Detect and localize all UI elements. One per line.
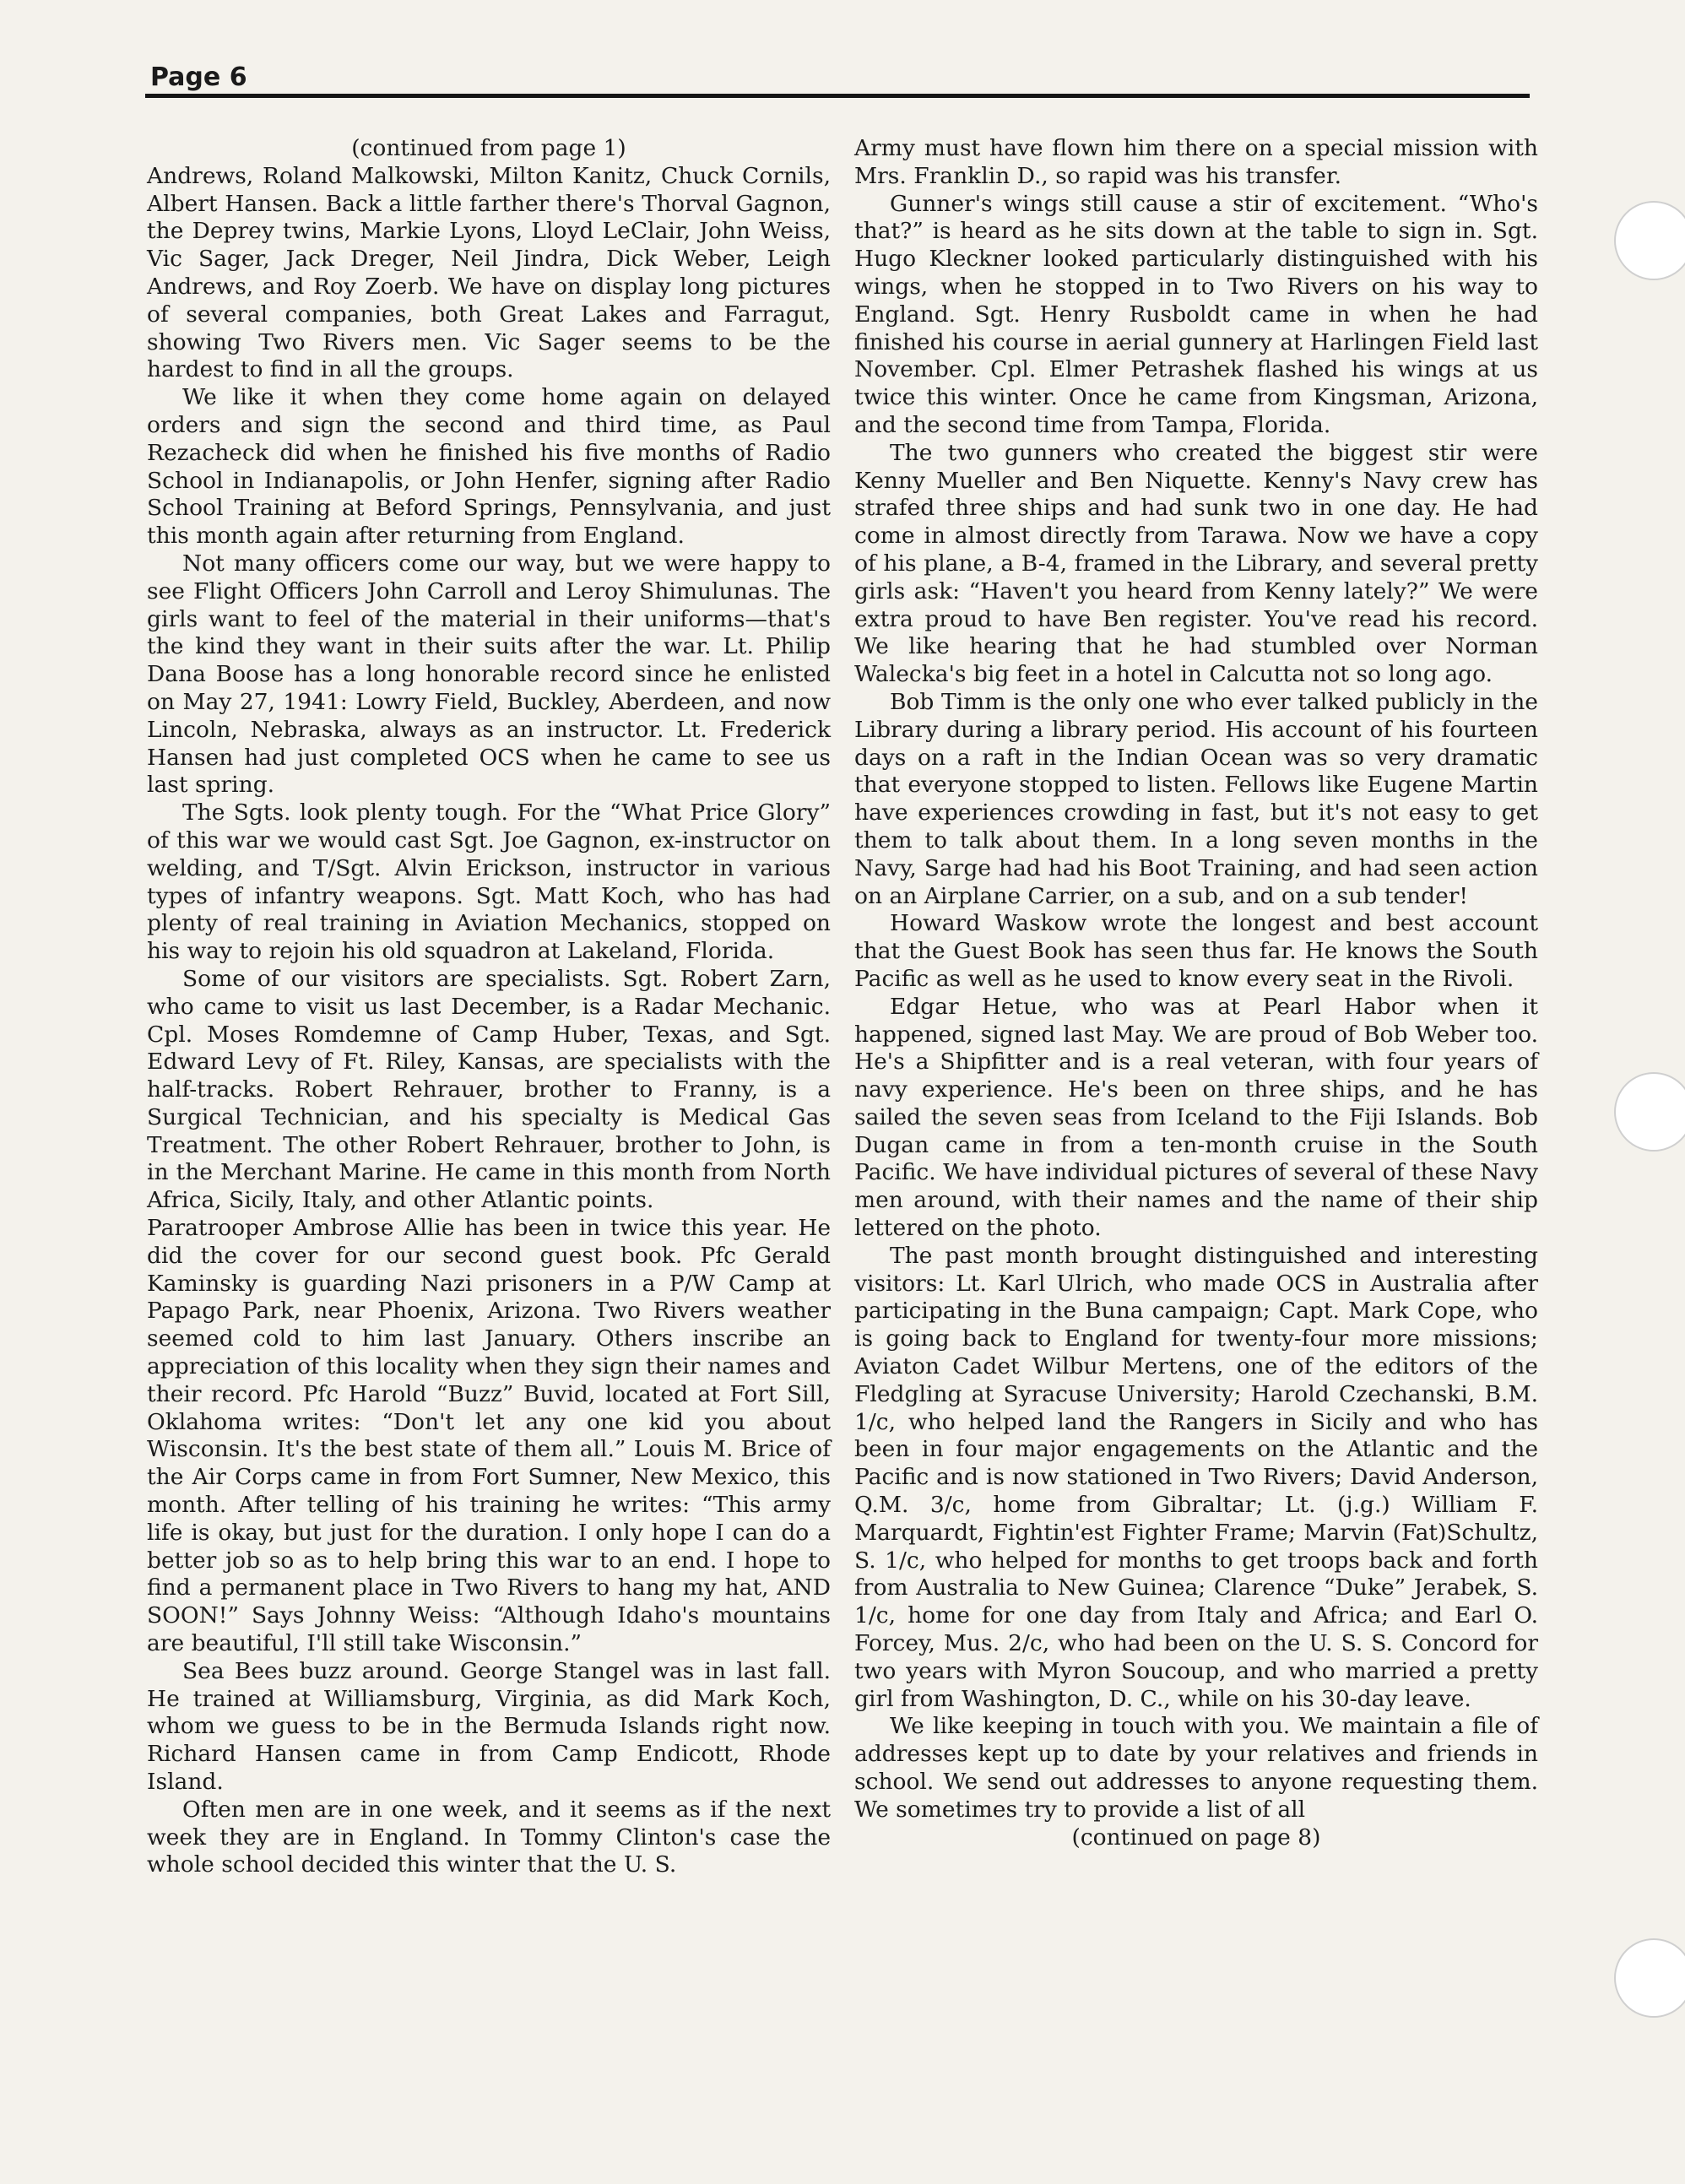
binder-hole-bottom	[1614, 1938, 1685, 2018]
paragraph: Army must have flown him there on a special mission with Mrs. Franklin D., so rapid was his transfer.	[854, 135, 1538, 189]
paragraph: Gunner's wings still cause a stir of excitement. “Who's that?” is heard as he sits down at the table to sign in. Sgt. Hugo Kleckner looked particularly distinguished with his wings, when he stopped in to Two Rivers on his way to England. Sgt. Henry Rusboldt came in when he had finished his course in aerial gunnery at Harlingen Field last November. Cpl. Elmer Petrashek flashed his wings at us twice this winter. Once he came from Kingsman, Arizona, and the second time from Tampa, Florida.	[854, 190, 1538, 438]
continued-from-note: (continued from page 1)	[351, 135, 626, 161]
paragraph: Some of our visitors are specialists. Sgt. Robert Zarn, who came to visit us last December, is a Radar Mechanic. Cpl. Moses Romdemne of Camp Huber, Texas, and Sgt. Edward Levy of Ft. Riley, Kansas, are specialists with the half-tracks. Robert Rehrauer, brother to Franny, is a Surgical Technician, and his specialty is Medical Gas Treatment. The other Robert Rehrauer, brother to John, is in the Merchant Marine. He came in this month from North Africa, Sicily, Italy, and other Atlantic points.	[147, 965, 831, 1214]
paragraph: We like keeping in touch with you. We maintain a file of addresses kept up to date by your relatives and friends in school. We send out addresses to anyone requesting them. We sometimes try to provide a list of all	[854, 1713, 1538, 1823]
paragraph: Often men are in one week, and it seems as if the next week they are in England. In Tommy Clinton's case the whole school decided this winter that the U. S.	[147, 1796, 831, 1878]
paragraph: Bob Timm is the only one who ever talked publicly in the Library during a library period. His account of his fourteen days on a raft in the Indian Ocean was so very dramatic that everyone stopped to listen. Fellows like Eugene Martin have experiences crowding in fast, but it's not easy to get them to talk about them. In a long seven months in the Navy, Sarge had had his Boot Training, and had seen action on an Airplane Carrier, on a sub, and on a sub tender!	[854, 688, 1538, 909]
right-column	[854, 135, 1538, 1851]
paragraph: Andrews, Roland Malkowski, Milton Kanitz, Chuck Cornils, Albert Hansen. Back a little farther there's Thorval Gagnon, the Deprey twins, Markie Lyons, Lloyd LeClair, John Weiss, Vic Sager, Jack Dreger, Neil Jindra, Dick Weber, Leigh Andrews, and Roy Zoerb. We have on display long pictures of several companies, both Great Lakes and Farragut, showing Two Rivers men. Vic Sager seems to be the hardest to find in all the groups.	[147, 162, 831, 383]
header-rule	[145, 94, 1530, 98]
page-number: Page 6	[150, 62, 247, 92]
paragraph: We like it when they come home again on delayed orders and sign the second and third time, as Paul Rezacheck did when he finished his five months of Radio School in Indianapolis, or John Henfer, signing after Radio School Training at Beford Springs, Pennsylvania, and just this month again after returning from England.	[147, 384, 831, 550]
paragraph: Howard Waskow wrote the longest and best account that the Guest Book has seen thus far. He knows the South Pacific as well as he used to know every seat in the Rivoli.	[854, 910, 1538, 992]
paragraph: Edgar Hetue, who was at Pearl Habor when it happened, signed last May. We are proud of Bob Weber too. He's a Shipfitter and is a real veteran, with four years of navy experience. He's been on three ships, and he has sailed the seven seas from Iceland to the Fiji Islands. Bob Dugan came in from a ten-month cruise in the South Pacific. We have individual pictures of several of these Navy men around, with their names and the name of their ship lettered on the photo.	[854, 993, 1538, 1242]
paragraph: The two gunners who created the biggest stir were Kenny Mueller and Ben Niquette. Kenny's Navy crew has strafed three ships and had sunk two in one day. He had come in almost directly from Tarawa. Now we have a copy of his plane, a B-4, framed in the Library, and several pretty girls ask: “Haven't you heard from Kenny lately?” We were extra proud to have Ben register. You've read his record. We like hearing that he had stumbled over Norman Walecka's big feet in a hotel in Calcutta not so long ago.	[854, 439, 1538, 688]
continued-on-note: (continued on page 8)	[1071, 1824, 1321, 1851]
left-column	[147, 135, 831, 1879]
binder-hole-middle	[1614, 1072, 1685, 1152]
binder-hole-top	[1614, 201, 1685, 280]
paragraph: The Sgts. look plenty tough. For the “What Price Glory” of this war we would cast Sgt. Joe Gagnon, ex-instructor on welding, and T/Sgt. Alvin Erickson, instructor in various types of infantry weapons. Sgt. Matt Koch, who has had plenty of real training in Aviation Mechanics, stopped on his way to rejoin his old squadron at Lakeland, Florida.	[147, 799, 831, 965]
paragraph: Paratrooper Ambrose Allie has been in twice this year. He did the cover for our second guest book. Pfc Gerald Kaminsky is guarding Nazi prisoners in a P/W Camp at Papago Park, near Phoenix, Arizona. Two Rivers weather seemed cold to him last January. Others inscribe an appreciation of this locality when they sign their names and their record. Pfc Harold “Buzz” Buvid, located at Fort Sill, Oklahoma writes: “Don't let any one kid you about Wisconsin. It's the best state of them all.” Louis M. Brice of the Air Corps came in from Fort Sumner, New Mexico, this month. After telling of his training he writes: “This army life is okay, but just for the duration. I only hope I can do a better job so as to help bring this war to an end. I hope to find a permanent place in Two Rivers to hang my hat, AND SOON!” Says Johnny Weiss: “Although Idaho's mountains are beautiful, I'll still take Wisconsin.”	[147, 1215, 831, 1657]
paragraph: The past month brought distinguished and interesting visitors: Lt. Karl Ulrich, who made OCS in Australia after participating in the Buna campaign; Capt. Mark Cope, who is going back to England for twenty-four more missions; Aviaton Cadet Wilbur Mertens, one of the editors of the Fledgling at Syracuse University; Harold Czechanski, B.M. 1/c, who helped land the Rangers in Sicily and who has been in four major engagements on the Atlantic and the Pacific and is now stationed in Two Rivers; David Anderson, Q.M. 3/c, home from Gibraltar; Lt. (j.g.) William F. Marquardt, Fightin'est Fighter Frame; Marvin (Fat)Schultz, S. 1/c, who helped for months to get troops back and forth from Australia to New Guinea; Clarence “Duke” Jerabek, S. 1/c, home for one day from Italy and Africa; and Earl O. Forcey, Mus. 2/c, who had been on the U. S. S. Concord for two years with Myron Soucoup, and who married a pretty girl from Washington, D. C., while on his 30-day leave.	[854, 1242, 1538, 1712]
paragraph: Not many officers come our way, but we were happy to see Flight Officers John Carroll and Leroy Shimulunas. The girls want to feel of the material in their uniforms—that's the kind they want in their suits after the war. Lt. Philip Dana Boose has a long honorable record since he enlisted on May 27, 1941: Lowry Field, Buckley, Aberdeen, and now Lincoln, Nebraska, always as an instructor. Lt. Frederick Hansen had just completed OCS when he came to see us last spring.	[147, 550, 831, 799]
paragraph: Sea Bees buzz around. George Stangel was in last fall. He trained at Williamsburg, Virginia, as did Mark Koch, whom we guess to be in the Bermuda Islands right now. Richard Hansen came in from Camp Endicott, Rhode Island.	[147, 1657, 831, 1796]
